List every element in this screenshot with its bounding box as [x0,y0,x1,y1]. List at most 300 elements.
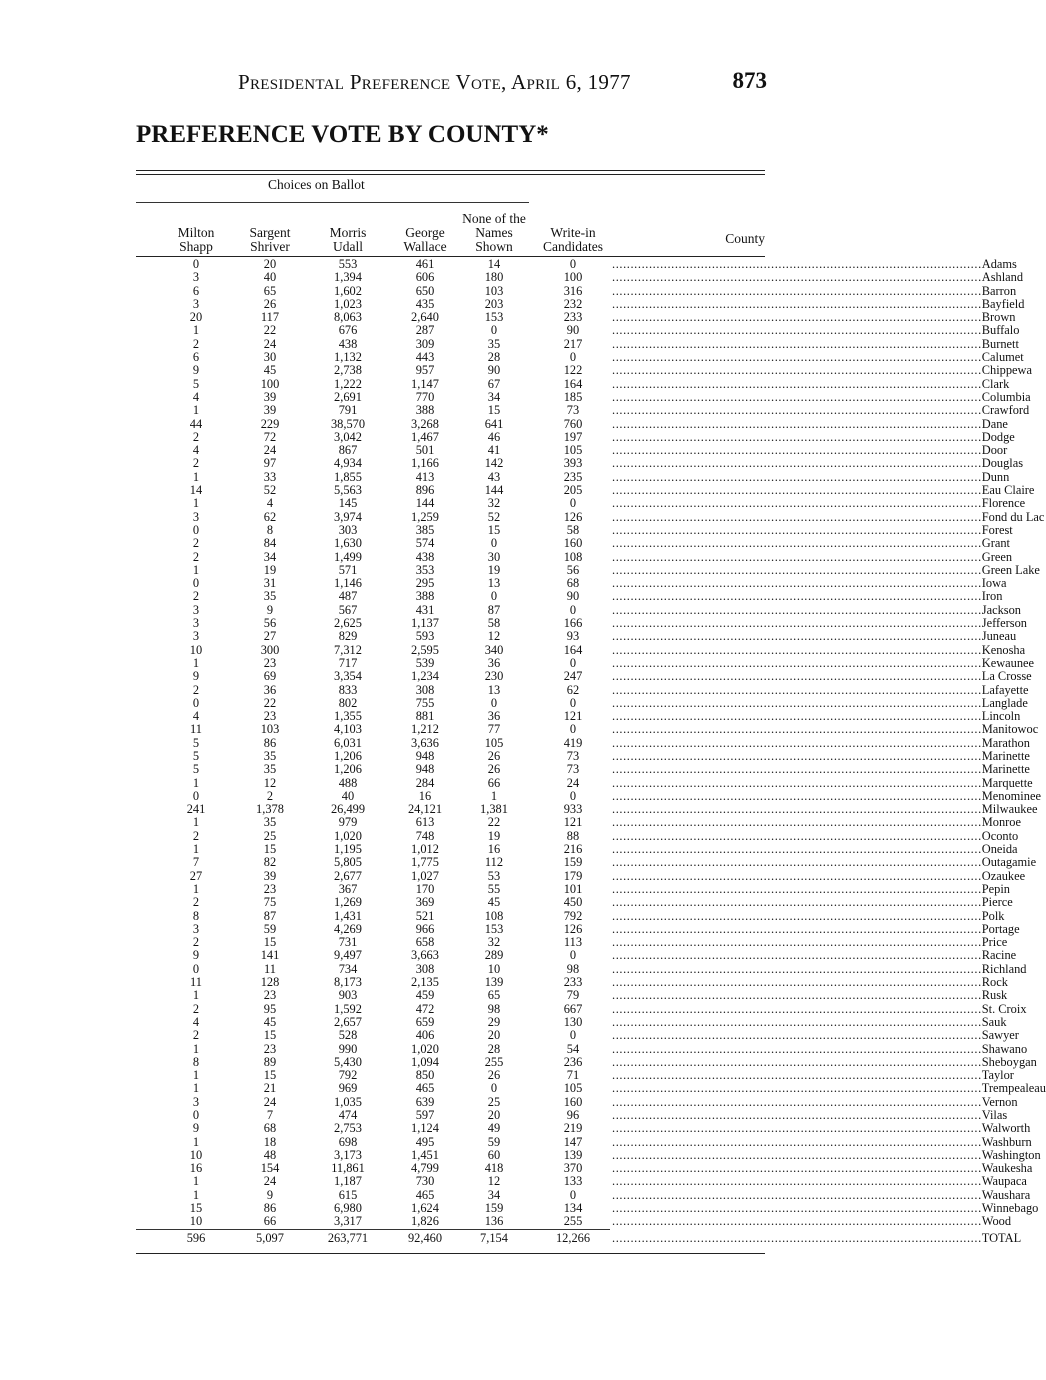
vote-cell: 24,121 [407,802,443,817]
vote-cell: 0 [569,257,577,271]
vote-cell: 48 [263,1147,277,1162]
dot-leader: .................................................................................................... [612,1108,982,1122]
county-label: Rusk [981,988,1008,1003]
dot-leader: .................................................................................................... [612,416,982,431]
county-label: Grant [981,536,1010,551]
county-name [612,975,1008,990]
vote-cell: 0 [490,695,498,710]
county-label: Bayfield [981,296,1025,311]
dot-leader: .................................................................................................... [612,1068,982,1083]
dot-leader: .................................................................................................... [612,576,982,591]
county-label: Sawyer [981,1028,1019,1043]
county-label: Menominee [981,788,1041,803]
vote-cell: 8 [192,908,200,923]
table-row [0,310,1016,325]
vote-cell: 65 [487,988,501,1003]
county-label: Outagamie [981,855,1037,870]
vote-cell: 166 [563,616,583,631]
vote-cell: 159 [563,855,583,870]
county-rows [0,257,1046,1229]
vote-cell: 36 [487,655,501,670]
county-name [612,270,1024,285]
table-row [0,323,1020,338]
vote-cell: 9 [192,1121,200,1136]
dot-leader: .................................................................................................... [612,1147,982,1162]
table-row [0,443,1008,458]
table-row [0,815,1021,830]
vote-cell: 105 [563,1081,583,1096]
county-name [612,735,1030,750]
column-header-line: None of the [462,211,526,226]
vote-cell: 11 [190,722,202,737]
vote-cell: 108 [484,908,504,923]
vote-cell: 24 [263,1174,277,1189]
vote-cell: 474 [338,1108,358,1122]
vote-cell: 1,602 [334,283,362,298]
table-row [0,589,1003,604]
vote-cell: 1,355 [334,709,362,724]
vote-cell: 26,499 [330,802,366,817]
vote-cell: 10 [189,642,203,657]
vote-cell: 73 [566,403,580,418]
vote-cell: 23 [263,881,277,896]
dot-leader: .................................................................................................... [612,509,982,524]
vote-cell: 65 [263,283,277,298]
vote-cell: 5 [192,376,200,391]
vote-cell: 1 [192,1174,200,1189]
dot-leader: .................................................................................................... [612,669,982,684]
county-name [612,868,1026,883]
vote-cell: 1 [192,496,200,511]
vote-cell: 16 [189,1161,203,1176]
table-row [0,1108,1008,1122]
vote-cell: 528 [338,1028,358,1043]
vote-cell: 46 [487,429,501,444]
table-row [0,522,1013,537]
vote-cell: 2 [192,589,200,604]
vote-cell: 1,222 [334,376,362,391]
vote-cell: 10 [189,1214,203,1229]
dot-leader: .................................................................................................... [612,1001,982,1016]
bottom-rule [136,1253,765,1254]
vote-cell: 23 [263,988,277,1003]
vote-cell: 289 [484,948,504,963]
vote-cell: 308 [415,682,435,697]
vote-cell: 144 [415,496,435,511]
table-row [0,1068,1014,1083]
vote-cell: 56 [263,616,277,631]
county-name [612,336,1019,351]
vote-cell: 9 [192,363,200,378]
county-name [612,443,1008,458]
dot-leader: .................................................................................................... [612,1201,982,1216]
vote-cell: 229 [260,416,280,431]
vote-cell: 641 [484,416,504,431]
county-name [612,748,1030,763]
vote-cell: 418 [484,1161,504,1176]
vote-cell: 40 [263,270,277,285]
vote-cell: 147 [563,1134,583,1149]
vote-cell: 0 [192,576,200,591]
dot-leader: .................................................................................................... [612,655,982,670]
column-header [330,204,367,254]
vote-cell: 698 [338,1134,358,1149]
vote-cell: 236 [563,1054,583,1069]
table-row [0,376,1010,391]
county-name [612,1028,1019,1043]
vote-cell: 95 [263,1001,277,1016]
county-label: Marinette [981,762,1030,777]
dot-leader: .................................................................................................... [612,1028,982,1043]
table-row [0,403,1030,418]
vote-cell: 82 [263,855,277,870]
vote-cell: 263,771 [327,1231,369,1245]
county-name [612,722,1039,737]
vote-cell: 461 [415,257,435,271]
vote-cell: 34 [263,549,277,564]
column-header-line: Milton [177,225,215,240]
vote-cell: 2,738 [334,363,362,378]
vote-cell: 1,259 [411,509,439,524]
vote-cell: 3 [192,602,200,617]
vote-cell: 443 [415,350,435,365]
vote-cell: 3 [192,296,200,311]
vote-cell: 26 [487,1068,501,1083]
dot-leader: .................................................................................................... [612,310,982,325]
vote-cell: 12,266 [555,1231,591,1245]
dot-leader: .................................................................................................... [612,908,982,923]
county-label: Door [981,443,1008,458]
vote-cell: 92,460 [407,1231,443,1245]
vote-cell: 59 [487,1134,501,1149]
vote-cell: 170 [415,881,435,896]
county-label: Florence [981,496,1026,511]
vote-cell: 55 [487,881,501,896]
vote-cell: 20 [487,1108,501,1122]
vote-cell: 867 [338,443,358,458]
county-name [612,1094,1018,1109]
vote-cell: 472 [415,1001,435,1016]
county-name [612,522,1013,537]
vote-cell: 3,663 [411,948,439,963]
vote-cell: 2,640 [411,310,439,325]
vote-cell: 5 [192,762,200,777]
county-name [612,762,1030,777]
vote-cell: 68 [263,1121,277,1136]
vote-cell: 6,031 [334,735,362,750]
dot-leader: .................................................................................................... [612,270,982,285]
dot-leader: .................................................................................................... [612,522,982,537]
county-label: Taylor [981,1068,1014,1083]
county-name [612,842,1018,857]
table-row [0,1147,1041,1162]
county-name [612,655,1035,670]
vote-cell: 406 [415,1028,435,1043]
county-name [612,1174,1027,1189]
table-row [0,908,1005,923]
vote-cell: 5,097 [256,1231,284,1245]
vote-cell: 850 [415,1068,435,1083]
vote-cell: 179 [563,868,583,883]
dot-leader: .................................................................................................... [612,496,982,511]
vote-cell: 142 [484,456,504,471]
vote-cell: 755 [415,695,435,710]
vote-cell: 1 [192,775,200,790]
county-name [612,802,1038,817]
vote-cell: 117 [260,310,280,325]
dot-leader: .................................................................................................... [612,948,982,963]
vote-cell: 388 [415,589,435,604]
dot-leader: .................................................................................................... [612,602,982,617]
vote-cell: 7 [266,1108,274,1122]
vote-cell: 12 [487,629,501,644]
county-name [612,988,1008,1003]
vote-cell: 8,063 [334,310,362,325]
vote-cell: 3 [192,509,200,524]
vote-cell: 2,595 [411,642,439,657]
table-row [0,948,1017,963]
county-name [612,1134,1032,1149]
vote-cell: 105 [484,735,504,750]
vote-cell: 3,268 [411,416,439,431]
table-row [0,881,1010,896]
vote-cell: 90 [566,323,580,338]
vote-cell: 54 [566,1041,580,1056]
vote-cell: 308 [415,961,435,976]
vote-cell: 43 [487,469,501,484]
column-header [403,204,446,254]
table-row [0,1028,1019,1043]
vote-cell: 1 [192,403,200,418]
vote-cell: 1,137 [411,616,439,631]
dot-leader: .................................................................................................... [612,1054,982,1069]
county-label: Vilas [981,1108,1008,1122]
vote-cell: 185 [563,389,583,404]
county-name [612,921,1020,936]
vote-cell: 2,753 [334,1121,362,1136]
vote-cell: 6 [192,350,200,365]
county-name [612,669,1032,684]
vote-cell: 97 [263,456,277,471]
county-name [612,828,1019,843]
column-header-line: Morris [329,225,367,240]
vote-cell: 2 [192,1028,200,1043]
vote-cell: 8 [192,1054,200,1069]
vote-cell: 465 [415,1187,435,1202]
vote-cell: 596 [186,1231,206,1245]
vote-cell: 69 [263,669,277,684]
table-row [0,296,1025,311]
vote-cell: 593 [415,629,435,644]
dot-leader: .................................................................................................... [612,616,982,631]
county-label: Chippewa [981,363,1033,378]
vote-cell: 0 [569,602,577,617]
vote-cell: 20 [189,310,203,325]
column-header [543,204,603,254]
vote-cell: 100 [260,376,280,391]
county-name [612,1231,1022,1245]
vote-cell: 385 [415,522,435,537]
county-label: Kewaunee [981,655,1035,670]
vote-cell: 2 [192,895,200,910]
vote-cell: 66 [263,1214,277,1229]
vote-cell: 990 [338,1041,358,1056]
vote-cell: 11 [190,975,202,990]
dot-leader: .................................................................................................... [612,549,982,564]
vote-cell: 3 [192,629,200,644]
vote-cell: 35 [263,748,277,763]
vote-cell: 521 [415,908,435,923]
dot-leader: .................................................................................................... [612,283,982,298]
vote-cell: 2,691 [334,389,362,404]
dot-leader: .................................................................................................... [612,323,982,338]
dot-leader: .................................................................................................... [612,483,982,498]
dot-leader: .................................................................................................... [612,1121,982,1136]
vote-cell: 235 [563,469,583,484]
table-row [0,695,1028,710]
vote-cell: 100 [563,270,583,285]
vote-cell: 21 [263,1081,277,1096]
vote-cell: 2,677 [334,868,362,883]
vote-cell: 203 [484,296,504,311]
vote-cell: 1,826 [411,1214,439,1229]
vote-cell: 1,206 [334,748,362,763]
county-name [612,908,1005,923]
vote-cell: 3,636 [411,735,439,750]
table-row [0,775,1033,790]
dot-leader: .................................................................................................... [612,336,982,351]
vote-cell: 180 [484,270,504,285]
county-label: Price [981,935,1008,950]
vote-cell: 59 [263,921,277,936]
county-label: Milwaukee [981,802,1038,817]
vote-cell: 35 [263,589,277,604]
column-header-line: Write-in [550,225,596,240]
vote-cell: 1 [490,788,498,803]
table-row [0,1081,1046,1096]
vote-cell: 1 [192,881,200,896]
vote-cell: 139 [484,975,504,990]
vote-cell: 0 [569,1028,577,1043]
table-row [0,988,1008,1003]
county-label: Calumet [981,350,1024,365]
county-label: Jackson [981,602,1021,617]
vote-cell: 369 [415,895,435,910]
vote-cell: 45 [263,1014,277,1029]
table-row [0,509,1045,524]
vote-cell: 24 [263,1094,277,1109]
vote-cell: 11,861 [331,1161,365,1176]
vote-cell: 2 [192,336,200,351]
vote-cell: 829 [338,629,358,644]
vote-cell: 159 [484,1201,504,1216]
running-head: Presidental Preference Vote, April 6, 1977 [238,70,631,94]
table-row [0,722,1039,737]
vote-cell: 501 [415,443,435,458]
table-row [0,1134,1032,1149]
column-header-line: Shown [475,239,513,254]
vote-cell: 89 [263,1054,277,1069]
vote-cell: 72 [263,429,277,444]
vote-cell: 31 [263,576,277,591]
table-row [0,496,1026,511]
vote-cell: 27 [189,868,203,883]
dot-leader: .................................................................................................... [612,469,982,484]
vote-cell: 4 [192,709,200,724]
county-label: Ashland [981,270,1024,285]
table-row [0,709,1021,724]
vote-cell: 52 [487,509,501,524]
county-name [612,695,1028,710]
county-label: Trempealeau [981,1081,1046,1096]
vote-cell: 1,023 [334,296,362,311]
vote-cell: 367 [338,881,358,896]
vote-cell: 957 [415,363,435,378]
vote-cell: 4 [192,443,200,458]
vote-cell: 1,206 [334,762,362,777]
vote-cell: 303 [338,522,358,537]
vote-cell: 4 [266,496,274,511]
county-label: Iron [981,589,1003,604]
vote-cell: 4,269 [334,921,362,936]
vote-cell: 58 [566,522,580,537]
vote-cell: 75 [263,895,277,910]
vote-cell: 24 [263,336,277,351]
vote-cell: 574 [415,536,435,551]
vote-cell: 1 [192,562,200,577]
county-label: Adams [981,257,1017,271]
county-label: Waupaca [981,1174,1027,1189]
vote-cell: 2,135 [411,975,439,990]
county-name [612,1161,1033,1176]
vote-cell: 45 [487,895,501,910]
vote-cell: 0 [569,655,577,670]
vote-cell: 32 [487,935,501,950]
vote-cell: 3,354 [334,669,362,684]
vote-cell: 6,980 [334,1201,362,1216]
vote-cell: 615 [338,1187,358,1202]
county-name [612,549,1013,564]
vote-cell: 748 [415,828,435,843]
vote-cell: 13 [487,576,501,591]
vote-cell: 1,499 [334,549,362,564]
vote-cell: 1 [192,1041,200,1056]
vote-cell: 112 [484,855,504,870]
dot-leader: .................................................................................................... [612,456,982,471]
vote-cell: 14 [487,257,501,271]
vote-cell: 230 [484,669,504,684]
vote-cell: 1,394 [334,270,362,285]
dot-leader: .................................................................................................... [612,403,982,418]
county-name [612,1187,1031,1202]
vote-cell: 2 [192,429,200,444]
county-name [612,855,1037,870]
vote-cell: 606 [415,270,435,285]
table-row [0,1161,1033,1176]
vote-cell: 0 [192,1108,200,1122]
vote-cell: 68 [566,576,580,591]
vote-cell: 0 [192,257,200,271]
vote-cell: 1,592 [334,1001,362,1016]
vote-cell: 145 [338,496,358,511]
county-name [612,283,1017,298]
vote-cell: 86 [263,735,277,750]
column-header [462,204,526,254]
vote-cell: 22 [487,815,501,830]
vote-cell: 24 [263,443,277,458]
county-name [612,416,1008,431]
vote-cell: 101 [563,881,583,896]
